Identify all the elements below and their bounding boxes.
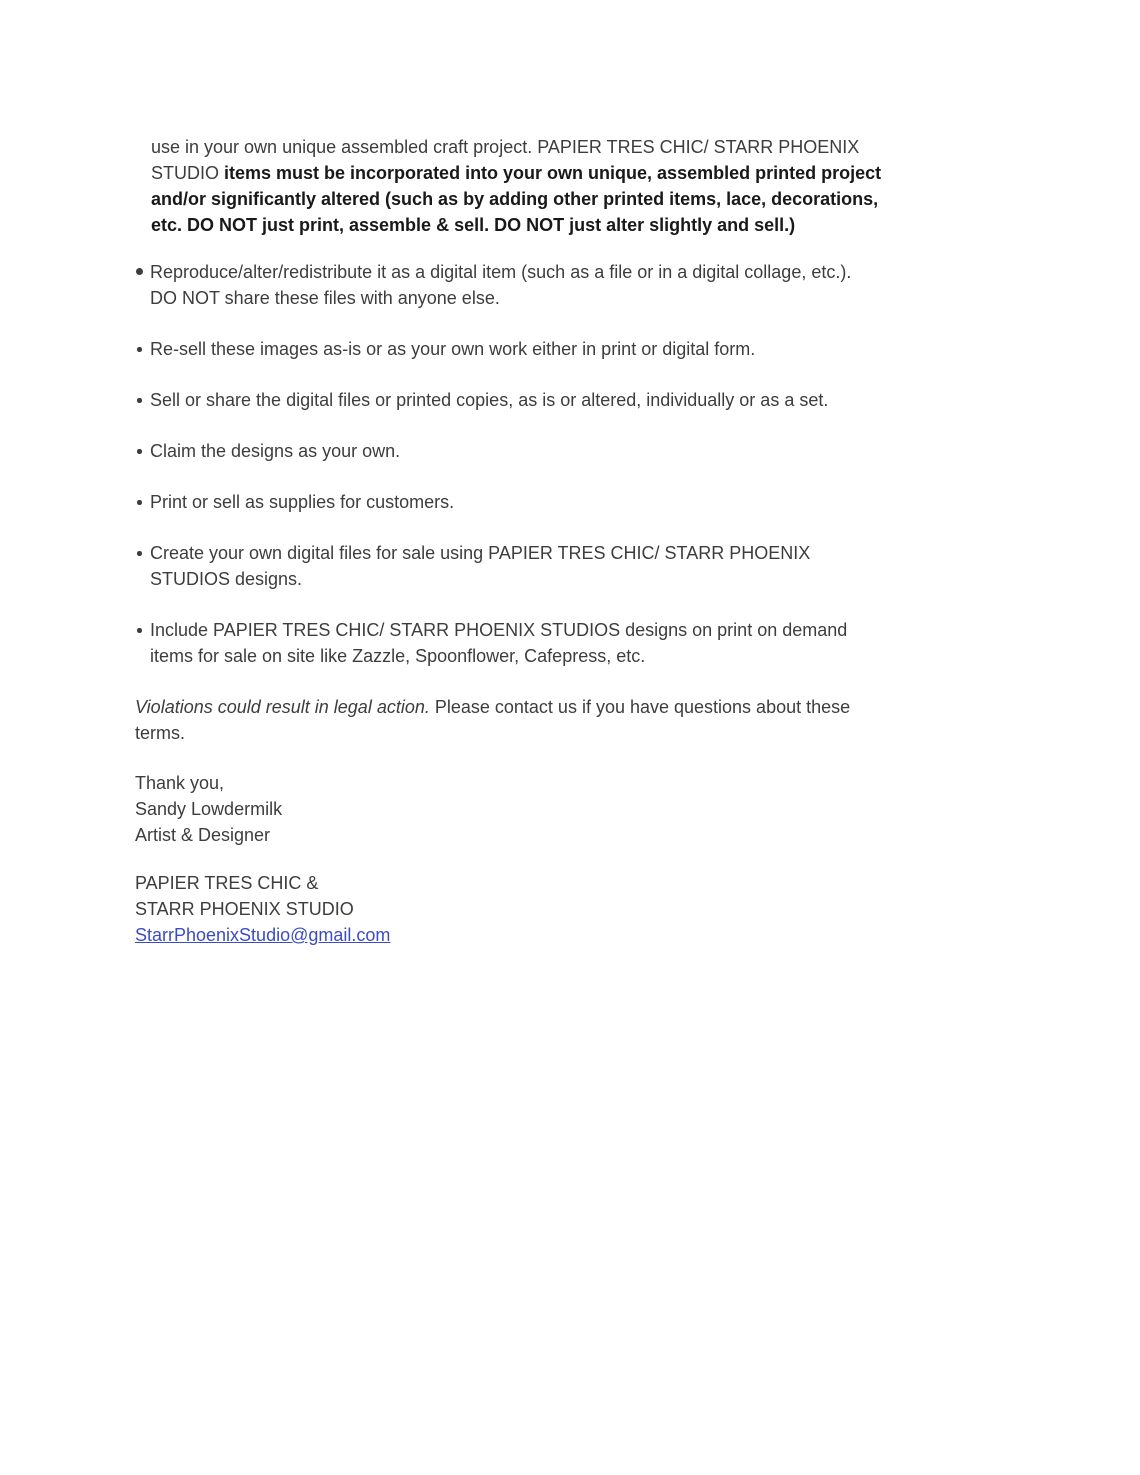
term-item-reproduce — [135, 259, 1140, 311]
term-item-resell — [135, 336, 1140, 362]
signature-block — [135, 770, 1140, 848]
term-item-line: DO NOT share these files with anyone else. — [150, 288, 500, 308]
intro-text-bold: and/or significantly altered (such as by adding other printed items, lace, decorations, — [151, 189, 879, 209]
term-item-line: STUDIOS designs. — [150, 569, 303, 589]
email-link[interactable]: StarrPhoenixStudio@gmail.com — [135, 925, 391, 945]
studio-name-line-1: PAPIER TRES CHIC & — [135, 873, 319, 893]
term-item-line: Create your own digital files for sale using PAPIER TRES CHIC/ STARR PHOENIX — [150, 543, 811, 563]
term-item-line: items for sale on site like Zazzle, Spoonflower, Cafepress, etc. — [150, 646, 646, 666]
prohibited-uses-list — [135, 259, 1140, 669]
violations-paragraph — [135, 694, 1140, 746]
signature-name: Sandy Lowdermilk — [135, 799, 283, 819]
intro-line — [151, 212, 1140, 238]
intro-text: use in your own unique assembled craft project. PAPIER TRES CHIC/ STARR PHOENIX — [151, 137, 860, 157]
term-item-line: Claim the designs as your own. — [150, 441, 401, 461]
term-item-line: Reproduce/alter/redistribute it as a digital item (such as a file or in a digital collage, etc.). — [150, 262, 852, 282]
studio-name-line-2: STARR PHOENIX STUDIO — [135, 899, 354, 919]
term-item-line: Print or sell as supplies for customers. — [150, 492, 455, 512]
violations-line: terms. — [135, 723, 186, 743]
violations-italic-text: Violations could result in legal action. — [135, 697, 430, 717]
intro-line — [151, 160, 1140, 186]
violations-line — [135, 694, 1140, 720]
intro-line — [151, 134, 1140, 160]
studio-block — [135, 870, 1140, 948]
term-item-print-supplies — [135, 489, 1140, 515]
intro-paragraph — [151, 134, 1140, 238]
intro-text: STUDIO — [151, 163, 225, 183]
term-item-claim-designs — [135, 438, 1140, 464]
studio-email-line — [135, 922, 1140, 948]
term-item-create-digital-files — [135, 540, 1140, 592]
intro-text-bold: etc. DO NOT just print, assemble & sell. DO NOT just alter slightly and sell.) — [151, 215, 796, 235]
term-item-line: Include PAPIER TRES CHIC/ STARR PHOENIX STUDIOS designs on print on demand — [150, 620, 848, 640]
term-item-print-on-demand — [135, 617, 1140, 669]
intro-text-bold: items must be incorporated into your own unique, assembled printed project — [224, 163, 882, 183]
signature-title: Artist & Designer — [135, 825, 271, 845]
signature-thanks: Thank you, — [135, 773, 225, 793]
intro-line — [151, 186, 1140, 212]
term-item-line: Re-sell these images as-is or as your own work either in print or digital form. — [150, 339, 756, 359]
term-item-line: Sell or share the digital files or printed copies, as is or altered, individually or as a set. — [150, 390, 829, 410]
violations-regular-text: Please contact us if you have questions about these — [429, 697, 851, 717]
term-item-sell-share — [135, 387, 1140, 413]
